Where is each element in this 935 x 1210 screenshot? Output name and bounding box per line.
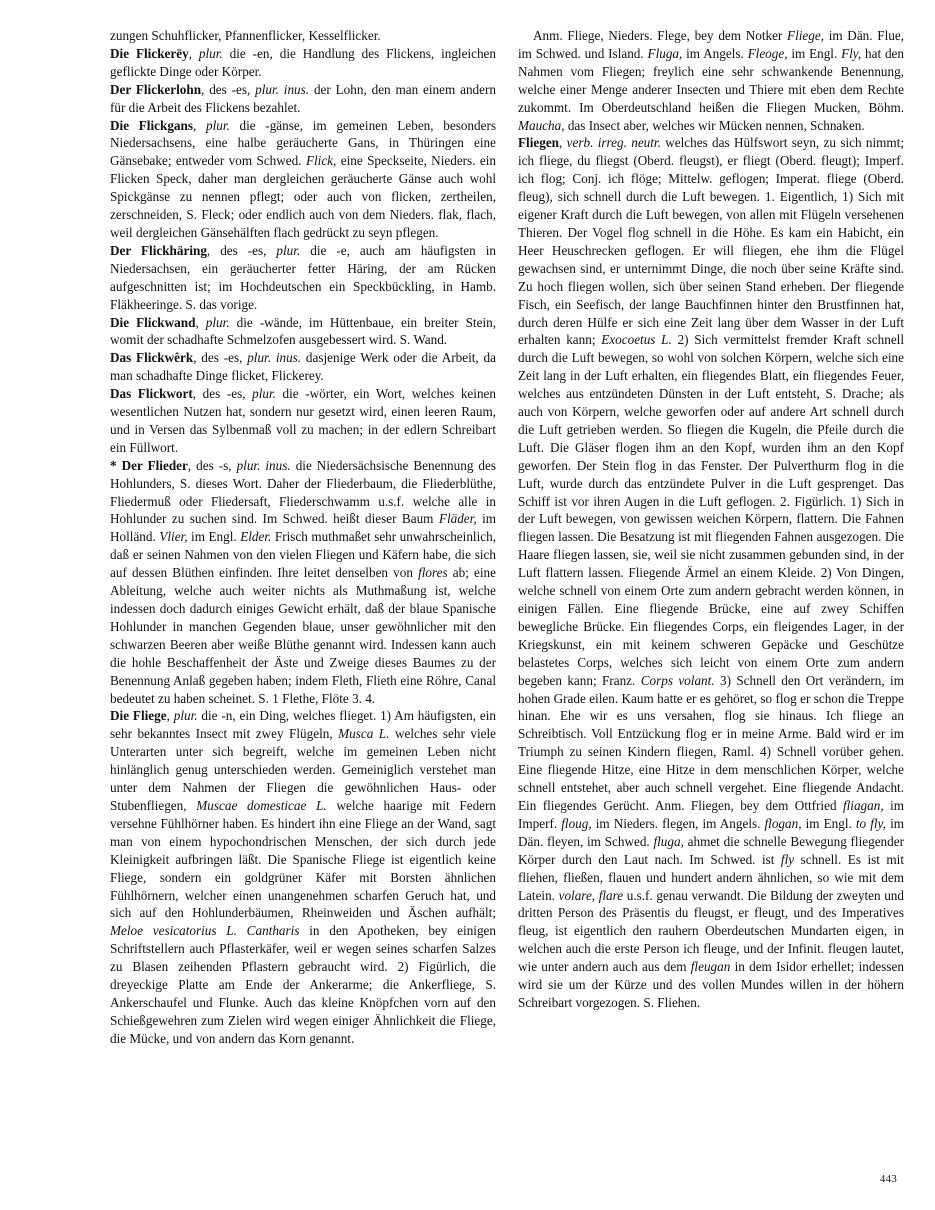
dictionary-entry [110, 707, 496, 1047]
entry-text: ahmet die schnelle Bewegung fliegender Körper durch den Laut nach. Im Schwed. ist [518, 833, 904, 867]
italic-text: plur. [276, 242, 301, 258]
entry-text: welches das Hülfswort seyn, zu sich nimmt; ich fliege, du fliegst (Oberd. fleugst), er fliegt (Oberd. fleugt); Imperf. ich flog; Conj. ich flöge; Mittelw. geflogen; Imperat. fliege (Oberd. fleug), sich schnell durch die Luft bewegen. 1. Eigentlich, 1) Sich mit eigener Kraft durch die Luft bewegen, von allen mit Flügeln versehenen Thieren. Der Vogel flog schnell in die Höhe. Es kam ein Habicht, ein Heer Heuschrecken geflogen. Er will fliegen, ehe ihm die Flügel gewachsen sind, er unternimmt Dinge, die noch über seine Kräfte sind. Zu hoch fliegen wollen, sich über seinen Stand erheben. Der fliegende Fisch, ein Seefisch, der lange Bauchfinnen hinter den Brustfinnen hat, durch deren Hülfe er sich eine Zeit lang über dem Wasser in der Luft erhalten kann; [518, 135, 904, 348]
entry-text: im Dän. Flue, im Schwed. und Island. [518, 28, 904, 61]
italic-text: fliagan, [842, 797, 884, 813]
entry-text: die -wörter, ein Wort, welches keinen wesentlichen Nutzen hat, sondern nur gesetzt wird, einen leeren Raum, und in Versen das Sylbenmaß voll zu machen; in der edlern Schreibart ein Füllwort. [110, 386, 496, 455]
dictionary-entry [110, 457, 496, 708]
dictionary-entry [110, 349, 496, 385]
entry-text: , des -s, [187, 457, 237, 473]
entry-text: , [166, 708, 174, 724]
headword: Das Flickwêrk [110, 350, 194, 366]
dictionary-entry [110, 385, 496, 457]
entry-text: im Nieders. flegen, im Angels. [591, 815, 765, 831]
dictionary-entry [110, 27, 496, 45]
entry-text: die -e, auch am häufigsten in Niedersachsen, ein geräucherter fetter Häring, der am Rücken aufgeschnitten ist; im Hochdeutschen ein Speckbückling, in Hamb. Fläkheeringe. S. das vorige. [110, 242, 496, 312]
italic-text: flores [418, 565, 448, 581]
entry-text: im Imperf. [518, 797, 904, 831]
entry-text: im Engl. [187, 529, 241, 545]
italic-text: Corps volant. [640, 672, 715, 688]
italic-text: Fly, [841, 45, 862, 61]
entry-text: im Engl. [787, 45, 842, 61]
italic-text: floug, [561, 815, 592, 831]
dictionary-entry [110, 81, 496, 117]
entry-text: 2) Sich vermittelst fremder Kraft schnell durch die Luft bewegen, so wohl von solchen Körpern, welche sich eine Zeit lang in der Luft erhalten, ein fliegendes Blatt, ein fliegendes Feuer, welches aus entzündeten Dünsten in der Luft entsteht, S. Drache; als auch von Körpern, welche geworfen oder auf andere Art schnell durch die Luft getrieben werden. So fliegen die Kugeln, die Pfeile durch die Luft. Die Gläser flogen ihm an den Kopf, wurden ihm an den Kopf geworfen. Der Stein flog in das Fenster. Der Pulverthurm flog in die Luft, wurde durch das entzündete Pulver in die Luft gesprenget. Das Schiff ist vor ihren Augen in die Luft geflogen. 2. Figürlich. 1) Sich in der Luft bewegen, von gewissen weichen Körpern, flattern. Die Fahnen fliegen lassen. Die Besatzung ist mit fliegenden Fahnen ausgezogen. Die Haare fliegen lassen, sie, weil sie nicht zusammen gebunden sind, in der Luft flattern lassen. Fliegende Ärmel an einem Kleide. 2) Von Dingen, welche schnell von einem Orte zum andern gebracht werden können, in einigen Fällen. Eine fliegende Brücke, eine auf zwey Schiffen bewegliche Brücke. Ein fliegendes Corps, ein fleigendes Lager, in der Kriegskunst, ein mit keinem schweren Gepäcke und Geschütze belastetes Corps, welches sich leicht von einem Orte zum andern begeben kann; Franz. [518, 332, 905, 688]
entry-text: , [192, 117, 206, 133]
entry-text: im Engl. [801, 815, 856, 831]
entry-text: zungen Schuhflicker, Pfannenflicker, Kesselflicker. [110, 28, 381, 43]
dictionary-entry [518, 27, 904, 134]
entry-text: , [188, 45, 199, 61]
entry-text: im Holländ. [110, 511, 496, 545]
italic-text: Elder. [240, 529, 272, 545]
italic-text: Fläder, [438, 511, 477, 527]
italic-text: plur. inus. [255, 81, 310, 97]
entry-text: u.s.f. genau verwandt. Die Bildung der zweyten und dritten Person des Präsentis du fleugst, er fleugt, und des Imperatives fleug, ist eigentlich den rauhern Oberdeutschen Mundarten eigen, in welchen auch die erste Person ich fleuge, und der Infinit. fleugen lautet, wie unter andern auch aus dem [518, 887, 904, 975]
italic-text: Fluga, [647, 45, 683, 61]
headword: Fliegen [518, 135, 560, 151]
italic-text: Maucha, [518, 117, 565, 133]
entry-text: die -wände, im Hüttenbaue, ein breiter Stein, womit der schadhafte Schmelzofen ausgebessert wird. S. Wand. [110, 314, 497, 348]
entry-text: ab; eine Ableitung, welche auch weiter nichts als Muthmaßung ist, welche indessen doch dadurch einiges Gewicht erhält, daß der blaue Spanische Hohlunder in manchen Gegenden blaue, unser gewöhnlicher mit den schwarzen Beeren aber weiße Blüthe genannt wird. Indessen kann auch die hohle Beschaffenheit der Äste und Zweige dieses Baumes zu der Benennung Anlaß gegeben haben; indem Fleth, Flieth eine Röhre, Canal bedeutet zu haben scheinet. S. 1 Flethe, Flöte 3. 4. [110, 565, 496, 706]
entry-text: , des -es, [206, 242, 277, 258]
left-column [110, 27, 496, 1048]
italic-text: Fliege, [787, 28, 824, 43]
italic-text: to fly, [855, 815, 886, 831]
entry-text: , des -es, [192, 386, 253, 402]
right-column [518, 27, 904, 1012]
dictionary-entry [110, 314, 496, 350]
italic-text: fly [780, 851, 795, 867]
entry-text: welches sehr viele Unterarten unter sich begreift, welche im gemeinen Leben nicht hinlänglich genug unterschieden werden. Gemeiniglich verstehet man unter dem Nahmen der Fliegen die gewöhnlichen Haus- oder Stubenfliegen, [110, 726, 497, 813]
entry-text: , des -es, [201, 81, 256, 97]
entry-text: die -en, die Handlung des Flickens, ingleichen geflickte Dinge oder Körper. [110, 45, 497, 79]
entry-text: die -n, ein Ding, welches flieget. 1) Am häufigsten, ein sehr bekanntes Insect mit zwey Flügeln, [110, 708, 496, 742]
entry-text: Frisch muthmaßet sehr unwahrscheinlich, daß er seinen Nahmen von den vielen Fliegen und Käfern habe, die sich auf dessen Blüthen einfinden. Ihre leitet denselben von [110, 529, 496, 581]
entry-text: im Dän. fleyen, im Schwed. [518, 815, 904, 849]
italic-text: Fleoge, [747, 45, 788, 61]
entry-text: , des -es, [193, 350, 248, 366]
entry-text: eine Speckseite, Nieders. ein Flicken Speck, daher man dergleichen geräucherte Gänse auch wohl Spickgänse zu nennen pflegt; oder auch von flicken, zertheilen, zerschneiden, S. Fleck; oder endlich auch von dem Nieders. flak, flach, weil dergleichen Gänsehälften flach gedrückt zu seyn pflegen. [110, 153, 496, 240]
italic-text: Vlier, [159, 529, 188, 545]
italic-text: Musca L. [338, 726, 390, 742]
entry-text: Anm. Fliege, Nieders. Flege, bey dem Notker [533, 28, 788, 43]
entry-text: der Lohn, den man einem andern für die Arbeit des Flickens bezahlet. [110, 81, 496, 115]
italic-text: Exocoetus L. [601, 332, 672, 348]
entry-text: hat den Nahmen vom Fliegen; freylich eine sehr schwankende Benennung, welche einer Menge anderer Insecten und Thiere mit eben dem Rechte zukommt. Im Oberdeutschland heißen die Fliegen Mucken, Böhm. [518, 45, 904, 115]
italic-text: plur. [205, 117, 230, 133]
entry-text: die -gänse, im gemeinen Leben, besonders Niedersachsens, eine halbe geräucherte Gans, in Thüringen eine Gänsebake; entweder vom Schwed. [110, 117, 496, 169]
dictionary-entry [518, 134, 904, 1011]
headword: Das Flickwort [110, 386, 193, 402]
headword: Der Flickhäring [110, 242, 207, 258]
dictionary-entry [110, 242, 496, 314]
entry-text: , [559, 135, 567, 151]
entry-text: , [195, 314, 206, 330]
italic-text: plur. [205, 314, 230, 330]
entry-text: im Angels. [682, 45, 748, 61]
italic-text: plur. inus. [247, 350, 302, 366]
headword: Der Flickerlohn [110, 81, 202, 97]
italic-text: volare, flare [558, 887, 624, 903]
italic-text: plur. [198, 45, 223, 61]
italic-text: fluga, [653, 833, 684, 849]
page-number: 443 [880, 1174, 898, 1185]
italic-text: plur. [173, 708, 198, 724]
headword: Die Flickerēy [110, 45, 189, 61]
entry-text: dasjenige Werk oder die Arbeit, da man schadhafte Dinge flicket, Flickerey. [110, 350, 496, 384]
headword: Die Fliege [110, 708, 167, 724]
italic-text: plur. [252, 386, 276, 402]
italic-text: Flick, [305, 153, 337, 169]
headword: Die Flickwand [110, 314, 196, 330]
italic-text: plur. inus. [236, 457, 291, 473]
entry-text: 3) Schnell den Ort verändern, im hohen Grade eilen. Kaum hatte er es gehöret, so flog er schon die Treppe hinan. Ehe wir es uns versahen, flog sie hinaus. Ich fliege an Schreibtisch. Voll Entzückung flog er in meine Arme. Bald wird er im Triumph zu seinen Kindern fliegen, Raml. 4) Schnell vorüber gehen. Eine fliegende Hitze, eine Hitze in dem menschlichen Körper, welche schnell entstehet, aber auch schnell vergehet. Eine fliegende Andacht. Ein fliegendes Gerücht. Anm. Fliegen, bey dem Ottfried [518, 672, 904, 813]
italic-text: verb. irreg. neutr. [566, 135, 661, 151]
headword: * Der Flieder [110, 457, 188, 473]
entry-text: in den Apotheken, bey einigen Schriftstellern auch Pflasterkäfer, weil er wegen seines scharfen Salzes zu Blasen zeihenden Pflastern gebraucht wird. 2) Figürlich, die dreyeckige Platte am Ende der Ankerarme; die Ankerfliege, S. Ankerschaufel und Flunke. Auch das kleine Knöpfchen vorn auf den Schießgewehren zum Zielen wird wegen einiger Ähnlichkeit die Fliege, die Mücke, und von andern das Korn genannt. [110, 923, 496, 1046]
entry-text: welche haarige mit Federn versehne Fühlhörner haben. Es hindert ihn eine Fliege an der Wand, sagt man von einem hypochondrischen Menschen, der sich durch jede Kleinigkeit aufbringen läßt. Die Spanische Fliege ist eigentlich keine Fliege, sondern ein goldgrüner Käfer mit Borsten ähnlichen Fühlhörnern, welcher einen unangenehmen scharfen Geruch hat, und sich auf den Hohlunderbäumen, Rheinweiden und Äschen aufhält; [110, 797, 496, 921]
italic-text: Muscae domesticae L. [196, 797, 327, 813]
italic-text: Meloe vesicatorius L. Cantharis [110, 923, 300, 939]
entry-text: das Insect aber, welches wir Mücken nennen, Schnaken. [564, 117, 865, 133]
entry-text: schnell. Es ist mit fliehen, fließen, flauen und hundert andern ähnlichen, so wie mit dem Latein. [518, 851, 904, 903]
entry-text: die Niedersächsische Benennung des Hohlunders, S. dieses Wort. Daher der Fliederbaum, die Fliederblüthe, Fliedermuß oder Fliedersaft, Fliederschwamm u.s.f. welche alle in Hohlunder zu suchen sind. Im Schwed. heißt dieser Baum [110, 457, 496, 527]
italic-text: fleugan [690, 959, 731, 975]
entry-text: in dem Isidor erhellet; indessen wird sie um der Kürze und des vollen Mundes willen in der höhern Schreibart vorgezogen. S. Fliehen. [518, 959, 904, 1010]
dictionary-entry [110, 117, 496, 242]
italic-text: flogan, [764, 815, 802, 831]
headword: Die Flickgans [110, 117, 193, 133]
dictionary-entry [110, 45, 496, 81]
